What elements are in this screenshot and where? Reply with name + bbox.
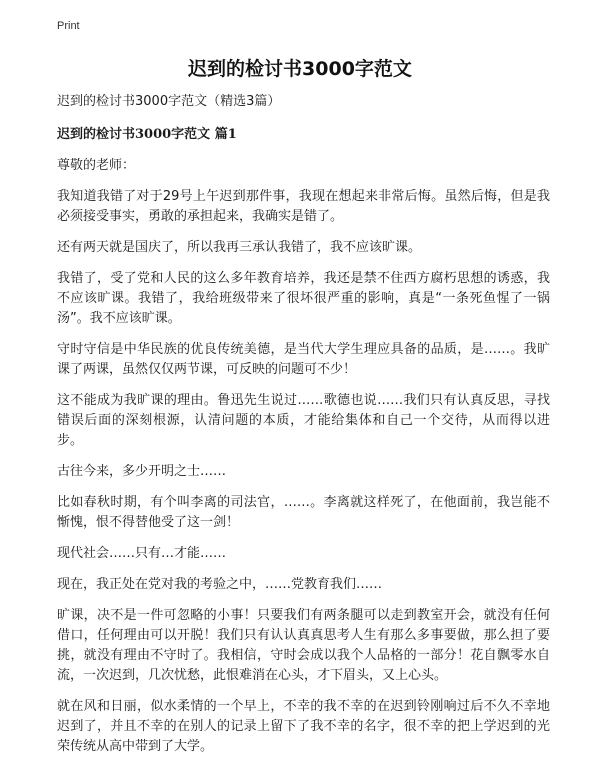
paragraph: 就在风和日丽，似水柔情的一个早上，不幸的我不幸的在迟到铃刚响过后不久不幸地迟到了，并且不幸的在别人的记录上留下了我不幸的名字，很不幸的把上学迟到的光荣传统从高中带到了大学。	[57, 699, 550, 754]
paragraph: 我错了，受了党和人民的这么多年教育培养，我还是禁不住西方腐朽思想的诱惑，我不应该旷课。我错了，我给班级带来了很坏很严重的影响，真是“一条死鱼惺了一锅汤”。我不应该旷课。	[57, 271, 550, 326]
paragraph-salutation: 尊敬的老师：	[57, 158, 136, 173]
section-heading: 迟到的检讨书3000字范文 篇1	[57, 127, 237, 142]
paragraph: 我知道我错了对于29号上午迟到那件事，我现在想起来非常后悔。虽然后悔，但是我必须接受事实，勇敢的承担起来，我确实是错了。	[57, 189, 550, 224]
document-body	[57, 92, 550, 768]
paragraph: 古往今来，多少开明之士……	[57, 464, 227, 479]
paragraph: 还有两天就是国庆了，所以我再三承认我错了，我不应该旷课。	[57, 240, 422, 255]
paragraph: 现在，我正处在党对我的考验之中，……党教育我们……	[57, 577, 383, 592]
paragraph: 现代社会……只有…才能……	[57, 546, 227, 561]
paragraph: 比如春秋时期，有个叫李离的司法官，……。李离就这样死了，在他面前，我岂能不惭愧，恨不得替他受了这一剑！	[57, 495, 550, 530]
document-title: 迟到的检讨书3000字范文	[188, 58, 412, 80]
paragraph: 旷课，决不是一件可忽略的小事！只要我们有两条腿可以走到教室开会，就没有任何借口，任何理由可以开脱！我们只有认认真真思考人生有那么多事要做，那么担了要挑，就没有理由不守时了。我相信，守时会成以我个人品格的一部分！花自飘零水自流，一次迟到，几次忧愁，此恨难消在心头，才下眉头，又上心头。	[57, 608, 550, 683]
paragraph: 这不能成为我旷课的理由。鲁迅先生说过……歌德也说……我们只有认真反思，寻找错误后面的深刻根源，认清问题的本质，才能给集体和自己一个交待，从而得以进步。	[57, 393, 550, 448]
document-subtitle: 迟到的检讨书3000字范文（精选3篇）	[57, 94, 281, 109]
print-label[interactable]: Print	[57, 20, 80, 32]
paragraph: 守时守信是中华民族的优良传统美德，是当代大学生理应具备的品质，是……。我旷课了两课，虽然仅仅两节课，可反映的问题可不少！	[57, 342, 550, 377]
